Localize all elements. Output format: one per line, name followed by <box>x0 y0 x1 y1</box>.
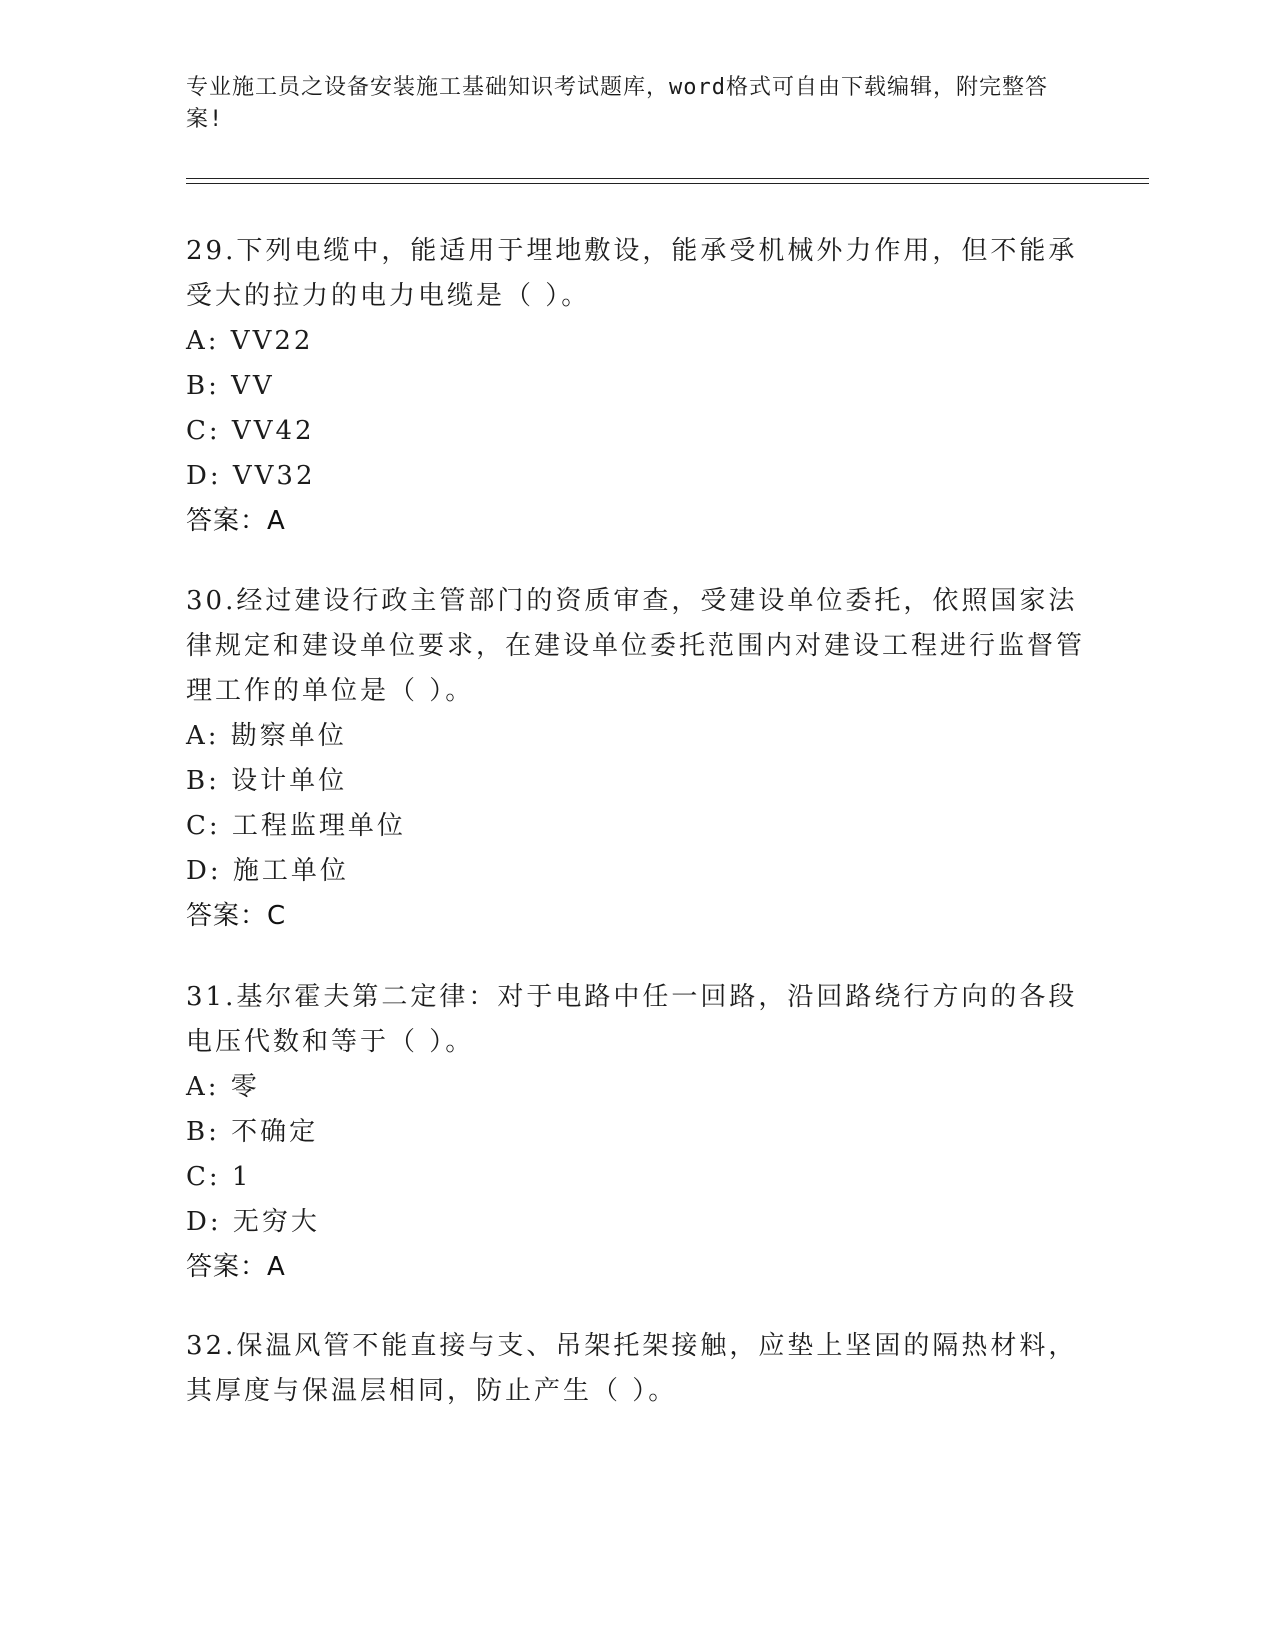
option-b: B: 不确定 <box>186 1117 319 1147</box>
question-stem: 31.基尔霍夫第二定律：对于电路中任一回路，沿回路绕行方向的各段电压代数和等于（ ）。 <box>186 982 1078 1057</box>
option-a: A: 零 <box>186 1072 260 1102</box>
header-divider-top <box>186 178 1149 179</box>
question-stem: 30.经过建设行政主管部门的资质审查，受建设单位委托，依照国家法律规定和建设单位要求，在建设单位委托范围内对建设工程进行监督管理工作的单位是（ ）。 <box>186 586 1086 706</box>
answer: 答案：C <box>186 901 287 931</box>
option-c: C: 1 <box>186 1162 252 1192</box>
question-31 <box>186 975 1086 1290</box>
option-d: D: 无穷大 <box>186 1207 320 1237</box>
option-d: D: VV32 <box>186 461 316 491</box>
option-b: B: 设计单位 <box>186 766 348 796</box>
header-divider-bottom <box>186 183 1149 184</box>
question-32 <box>186 1324 1086 1414</box>
option-b: B: VV <box>186 371 275 401</box>
option-c: C: 工程监理单位 <box>186 811 406 841</box>
answer: 答案：A <box>186 506 286 536</box>
option-a: A: 勘察单位 <box>186 721 347 751</box>
option-a: A: VV22 <box>186 326 314 356</box>
option-d: D: 施工单位 <box>186 856 349 886</box>
question-30 <box>186 579 1086 939</box>
option-c: C: VV42 <box>186 416 315 446</box>
question-stem: 32.保温风管不能直接与支、吊架托架接触，应垫上坚固的隔热材料，其厚度与保温层相同，防止产生（ ）。 <box>186 1331 1078 1406</box>
document-header: 专业施工员之设备安装施工基础知识考试题库，word格式可自由下载编辑，附完整答案! <box>186 75 1048 132</box>
question-stem: 29.下列电缆中，能适用于埋地敷设，能承受机械外力作用，但不能承受大的拉力的电力电缆是（ ）。 <box>186 236 1078 311</box>
answer: 答案：A <box>186 1252 286 1282</box>
question-29 <box>186 229 1086 544</box>
